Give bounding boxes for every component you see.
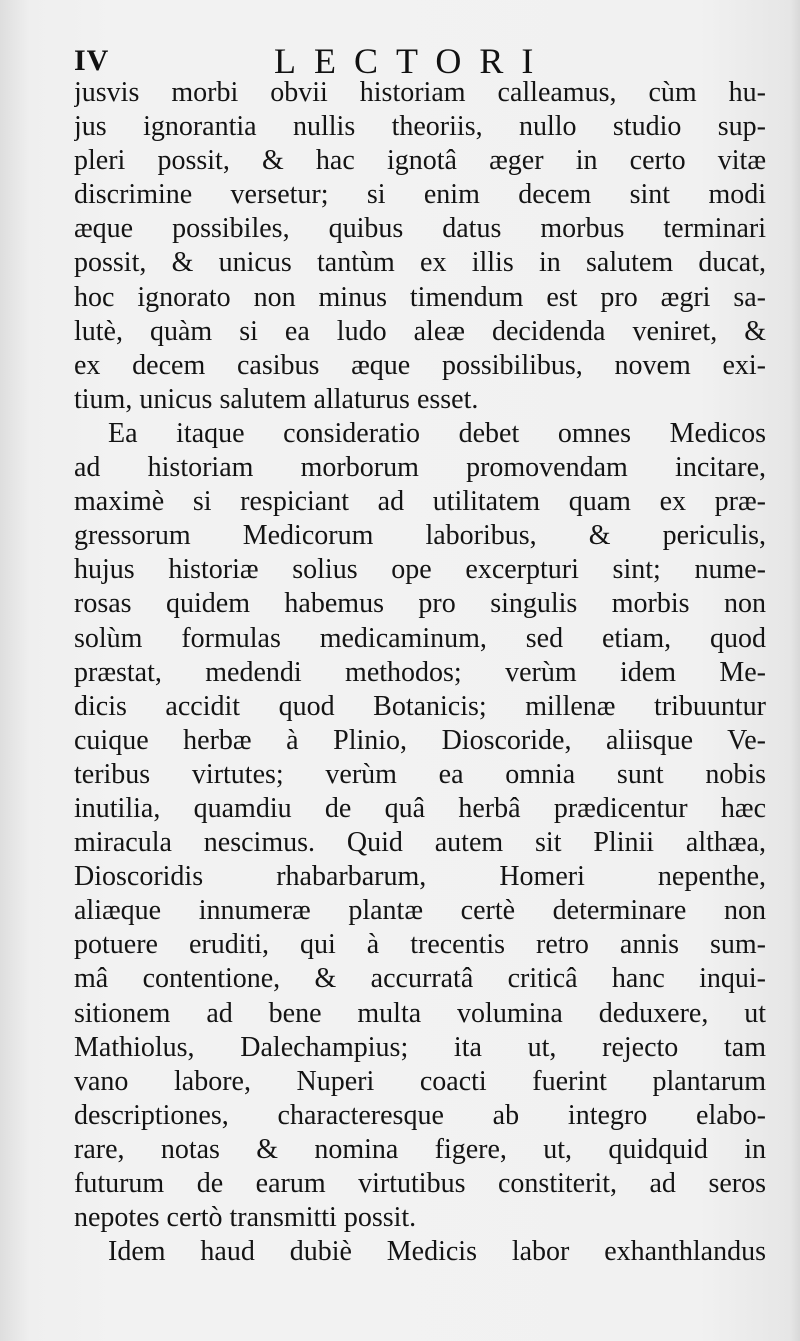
text-line: inutilia, quamdiu de quâ herbâ prædicentur hæc [74, 792, 766, 824]
page-number: IV [74, 44, 110, 77]
text-line: maximè si respiciant ad utilitatem quam ex præ- [74, 486, 766, 518]
text-line: aliæque innumeræ plantæ certè determinare non [74, 895, 766, 927]
text-line: præstat, medendi methodos; verùm idem Me- [74, 656, 766, 688]
text-line: ex decem casibus æque possibilibus, novem exi- [74, 349, 766, 381]
text-line: miracula nescimus. Quid autem sit Plinii althæa, [74, 827, 766, 859]
text-line: tium, unicus salutem allaturus esset. [74, 383, 479, 415]
text-line: mâ contentione, & accurratâ criticâ hanc inqui- [74, 963, 766, 995]
text-line: solùm formulas medicaminum, sed etiam, quod [74, 622, 766, 654]
text-line: gressorum Medicorum laboribus, & periculis, [74, 520, 766, 552]
text-line: nepotes certò transmitti possit. [74, 1202, 417, 1234]
text-line: Mathiolus, Dalechampius; ita ut, rejecto tam [74, 1031, 766, 1063]
text-line: jusvis morbi obvii historiam calleamus, cùm hu- [74, 77, 766, 108]
text-line: futurum de earum virtutibus constiterit, ad seros [74, 1168, 766, 1199]
text-line: Ea itaque consideratio debet omnes Medicos [108, 417, 766, 449]
paragraph-2 [74, 417, 766, 1235]
text-line: ad historiam morborum promovendam incitare, [74, 452, 766, 484]
text-line: vano labore, Nuperi coacti fuerint plantarum [74, 1065, 766, 1097]
paragraph-1 [74, 76, 766, 417]
text-line: rosas quidem habemus pro singulis morbis non [74, 588, 766, 620]
text-line: cuique herbæ à Plinio, Dioscoride, aliisque Ve- [74, 724, 766, 756]
text-line: pleri possit, & hac ignotâ æger in certo vitæ [74, 145, 766, 177]
text-line: teribus virtutes; verùm ea omnia sunt nobis [74, 758, 766, 790]
text-line: sitionem ad bene multa volumina deduxere, ut [74, 997, 766, 1029]
running-title: LECTORI [274, 41, 552, 81]
text-line: æque possibiles, quibus datus morbus terminari [74, 213, 766, 245]
body-text [74, 76, 766, 1269]
text-line: hoc ignorato non minus timendum est pro ægri sa- [74, 281, 766, 313]
text-line: jus ignorantia nullis theoriis, nullo studio sup- [74, 111, 766, 143]
text-line: discrimine versetur; si enim decem sint modi [74, 179, 766, 211]
text-line: Dioscoridis rhabarbarum, Homeri nepenthe, [74, 861, 766, 893]
text-line: descriptiones, characteresque ab integro elabo- [74, 1099, 766, 1131]
text-line: possit, & unicus tantùm ex illis in salutem ducat, [74, 247, 766, 279]
text-line: dicis accidit quod Botanicis; millenæ tribuuntur [74, 690, 766, 722]
text-line: hujus historiæ solius ope excerpturi sint; nume- [74, 554, 766, 586]
text-line: lutè, quàm si ea ludo aleæ decidenda veniret, & [74, 315, 766, 347]
text-line: rare, notas & nomina figere, ut, quidquid in [74, 1133, 766, 1165]
text-line: Idem haud dubiè Medicis labor exhanthlandus [108, 1236, 766, 1268]
paragraph-3 [74, 1235, 766, 1269]
text-line: potuere eruditi, qui à trecentis retro annis sum- [74, 929, 766, 961]
